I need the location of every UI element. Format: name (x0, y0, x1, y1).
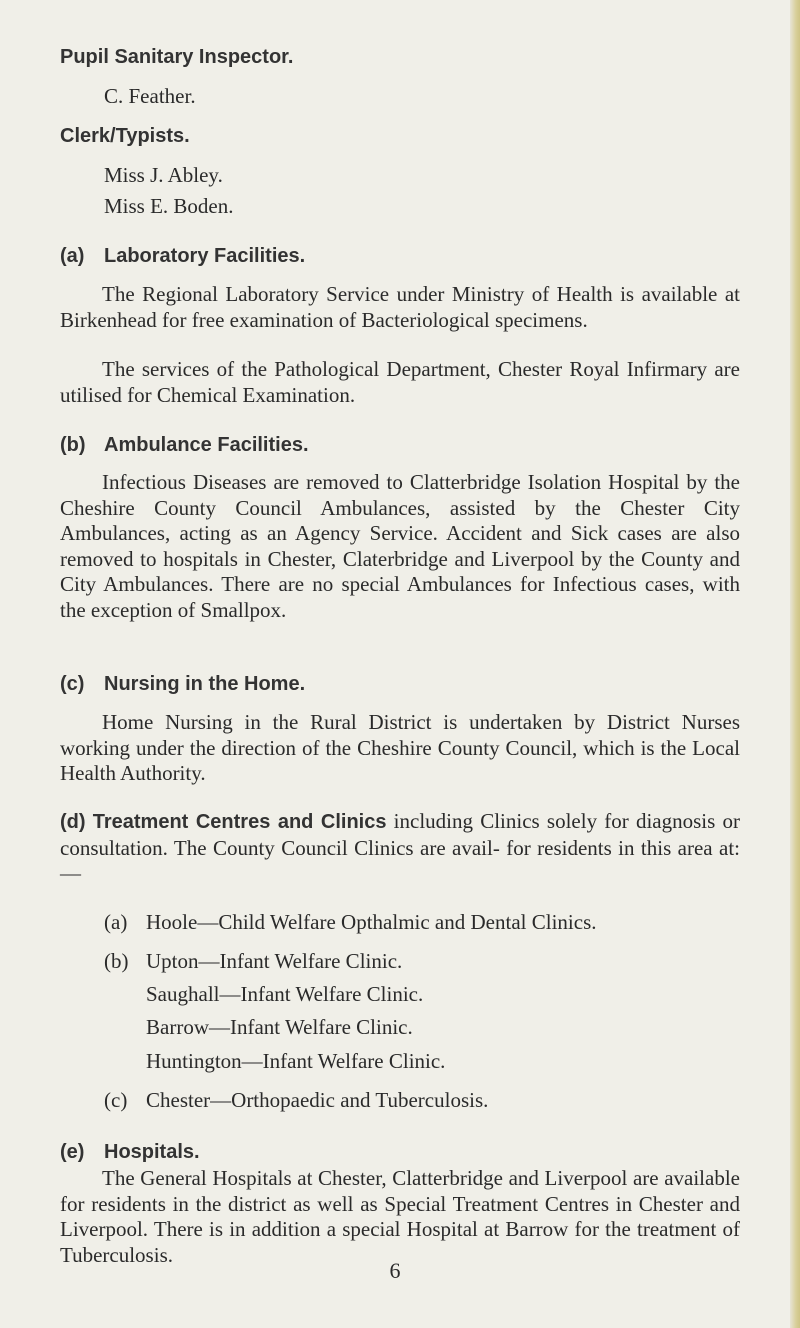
section-label: (c) (60, 673, 85, 695)
clerk-typists-heading: Clerk/Typists. (60, 125, 190, 147)
clerk-name: Miss E. Boden. (104, 194, 234, 218)
section-label: (e) (60, 1141, 85, 1163)
clinic-item: (a) Hoole—Child Welfare Opthalmic and Dental Clinics. (104, 910, 597, 934)
section-d-intro (60, 809, 740, 887)
section-e-paragraph: The General Hospitals at Chester, Clatterbridge and Liverpool are available for residents in the district as well as Special Treatment Centres in Chester and Liverpool. There is in addition a special Hospital at Barrow for the treatment of Tuberculosis. (60, 1166, 740, 1267)
pupil-inspector-name: C. Feather. (104, 84, 196, 108)
clerk-name: Miss J. Abley. (104, 163, 223, 187)
page-number: 6 (389, 1258, 401, 1283)
section-b-paragraph: Infectious Diseases are removed to Clatterbridge Isolation Hospital by the Cheshire County Council Ambulances, assisted by the Chester City Ambulances, acting as an Agency Service. Accident and Sick cases are also removed to hospitals in Chester, Claterbridge and Liverpool by the County and City Ambulances. There are no special Ambulances for Infectious cases, with the exception of Smallpox. (60, 470, 740, 622)
clinic-item: Huntington—Infant Welfare Clinic. (146, 1049, 446, 1073)
section-d-intro-text: including Clinics solely for diagnosis or consultation. The County Council Clinics are avail- for residents in this area at: — (60, 809, 740, 885)
section-label: (a) (60, 245, 85, 267)
section-a-paragraph-2: The services of the Pathological Department, Chester Royal Infirmary are utilised for Chemical Examination. (60, 357, 740, 407)
section-label: (d) (60, 811, 86, 833)
section-c-paragraph: Home Nursing in the Rural District is undertaken by District Nurses working under the direction of the Cheshire County Council, which is the Local Health Authority. (60, 710, 740, 785)
section-title: Treatment Centres and Clinics (92, 811, 387, 833)
section-title: Hospitals. (104, 1141, 200, 1163)
section-e-heading (60, 1139, 200, 1165)
section-a-paragraph-1: The Regional Laboratory Service under Ministry of Health is available at Birkenhead for free examination of Bacteriological specimens. (60, 282, 740, 332)
section-title: Nursing in the Home. (104, 673, 306, 695)
clinic-item: Barrow—Infant Welfare Clinic. (146, 1015, 413, 1039)
pupil-inspector-heading: Pupil Sanitary Inspector. (60, 46, 294, 68)
section-label: (b) (60, 434, 86, 456)
clinic-item: (b) Upton—Infant Welfare Clinic. (104, 949, 403, 973)
page-edge-shadow (790, 0, 800, 1328)
clinic-item: (c) Chester—Orthopaedic and Tuberculosis. (104, 1088, 489, 1112)
section-title: Laboratory Facilities. (104, 245, 306, 267)
section-title: Ambulance Facilities. (104, 434, 309, 456)
section-c-heading (60, 671, 305, 697)
section-b-heading (60, 432, 309, 458)
section-a-heading (60, 243, 305, 269)
clinic-item: Saughall—Infant Welfare Clinic. (146, 982, 424, 1006)
